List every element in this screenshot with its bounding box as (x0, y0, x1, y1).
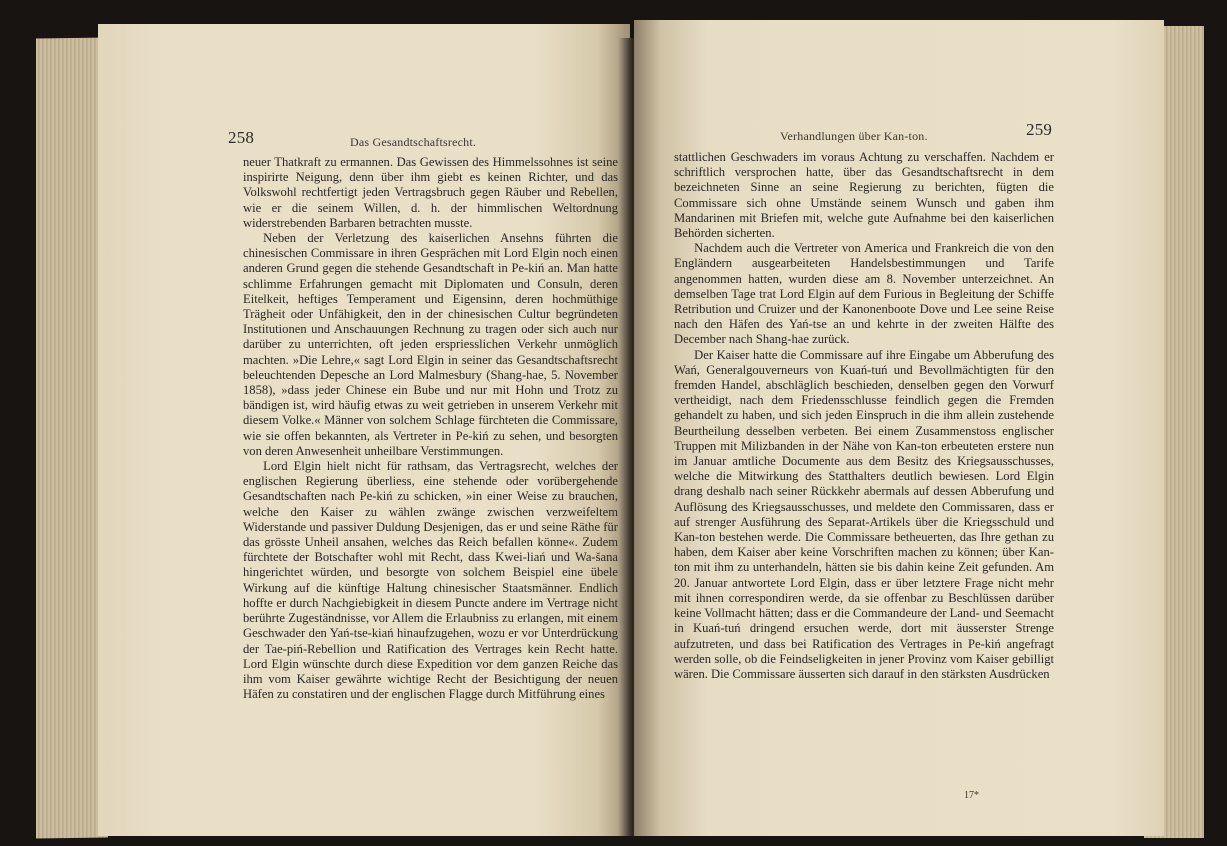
left-running-head: Das Gesandtschaftsrecht. (350, 135, 477, 149)
right-page (634, 20, 1164, 836)
right-paragraph: Der Kaiser hatte die Commissare auf ihre Eingabe um Abberufung des Wań, Generalgouverneurs von Kuań-tuń und Bevollmächtigten für den fremden Handel, abschläglich beschieden, denselben gegen den Vorwurf vertheidigt, nach dem Friedensschlusse feindlich gegen die Fremden gehandelt zu haben, und sich jeden Einspruch in die ihm allein zustehende Beurtheilung desselben verbeten. Bei einem Zusammenstoss englischer Truppen mit Milizbanden in der Nähe von Kan-ton erbeuteten erstere nun im Januar amtliche Documente aus dem Besitz des Kriegsausschusses, welche die Mitwirkung des Statthalters deutlich bewiesen. Lord Elgin drang deshalb nach seiner Rückkehr abermals auf dessen Abberufung und Auflösung des Kriegsausschusses, und meldete den Commissaren, dass er auf strenger Ausführung des Separat-Artikels über die Kriegsschuld und Kan-ton bestehen werde. Die Commissare betheuerten, das Ihre gethan zu haben, dem Kaiser aber keine Vorschriften machen zu können; über Kan-ton mit ihm zu unterhandeln, hätten sie bis dahin keine Zeit gefunden. Am 20. Januar antwortete Lord Elgin, dass er über letztere Frage nicht mehr mit ihnen correspondiren werde, da sie offenbar zu Beschlüssen darüber keine Vollmacht hätten; dass er die Commandeure der Land- und Seemacht in Kuań-tuń dringend ersuchen werde, dort mit äusserster Strenge aufzutreten, und dass bei Ratification des Vertrages in Pe-kiń angefragt werden solle, ob die Feindseligkeiten in jener Provinz vom Kaiser gebilligt wären. Die Commissare äusserten sich darauf in den stärksten Ausdrücken (674, 347, 1054, 681)
right-body-text (674, 150, 1054, 682)
right-running-head: Verhandlungen über Kan-ton. (780, 129, 928, 143)
open-book (14, 14, 1214, 840)
left-paragraph: Lord Elgin hielt nicht für rathsam, das Vertragsrecht, welches der englischen Regierung überliess, eine stehende oder vorübergehende Gesandtschaften nach Pe-kiń zu schicken, »in einer Weise zu brauchen, welche den Kaiser zu wählen zwänge zwischen verzweifeltem Widerstande und passiver Duldung Desjenigen, das er und seine Räthe für das grösste Unheil ansahen, welches das Reich befallen könne«. Zudem fürchtete der Botschafter wohl mit Recht, dass Kwei-liań und Wa-šana hingerichtet würden, und besorgte von solchem Beispiel eine übele Wirkung auf die künftige Haltung chinesischer Staatsmänner. Endlich hoffte er durch Nachgiebigkeit in diesem Puncte andere im Vertrage nicht berührte Zugeständnisse, vor Allem die Erlaubniss zu erlangen, mit einem Geschwader den Yań-tse-kiań hinaufzugehen, wozu er vor Unterdrückung der Tae-piń-Rebellion und Ratification des Vertrages kein Recht hatte. Lord Elgin wünschte durch diese Expedition vor dem ganzen Reiche das ihm vom Kaiser gewährte wichtige Recht der Besichtigung der neuen Häfen zu constatiren und der englischen Flagge durch Mitführung eines (243, 459, 618, 702)
right-paragraph: stattlichen Geschwaders im voraus Achtung zu verschaffen. Nachdem er schriftlich versprochen hatte, über das Gesandtschaftsrecht in dem bezeichneten Sinne an seine Regierung zu berichten, fügten die Commissare sich ohne Umstände seinem Wunsch und gaben ihm Mandarinen mit Briefen mit, welche gute Aufnahme bei den kaiserlichen Behörden sicherten. (674, 150, 1054, 241)
left-page-number: 258 (228, 128, 255, 147)
right-paragraph: Nachdem auch die Vertreter von America und Frankreich die von den Engländern ausgearbeiteten Handelsbestimmungen und Tarife angenommen hatten, wurden diese am 8. November unterzeichnet. An demselben Tage trat Lord Elgin auf dem Furious in Begleitung der Schiffe Retribution und Cruizer und der Kanonenboote Dove und Lee seine Reise nach den Häfen des Yań-tse an und kehrte in der zweiten Hälfte des December nach Shang-hae zurück. (674, 241, 1054, 347)
right-page-number: 259 (1026, 120, 1053, 139)
left-body-text (243, 155, 618, 702)
signature-mark: 17* (964, 790, 979, 801)
left-paragraph: neuer Thatkraft zu ermannen. Das Gewissen des Himmelssohnes ist seine inspirirte Neigung, denn über ihm giebt es keinen Richter, und das Volkswohl rechtfertigt jeden Vertragsbruch gegen Räuber und Rebellen, wie er die seinem Willen, d. h. der himmlischen Weltordnung widerstrebenden Barbaren betrachten musste. (243, 155, 618, 230)
left-paragraph: Neben der Verletzung des kaiserlichen Ansehns führten die chinesischen Commissare in ihren Gesprächen mit Lord Elgin noch einen anderen Grund gegen die stehende Gesandtschaft in Pe-kiń an. Man hatte schlimme Erfahrungen gemacht mit Diplomaten und Consuln, deren Eitelkeit, heftiges Temperament und Eigensinn, deren hochmüthige Trägheit oder Unfähigkeit, den in der chinesischen Cultur begründeten Institutionen und Anschauungen Rechnung zu tragen oder sich auch nur darüber zu unterrichten, oft jeden erspriesslichen Verkehr unmöglich machten. »Die Lehre,« sagt Lord Elgin in seiner das Gesandtschaftsrecht beleuchtenden Depesche an Lord Malmesbury (Shang-hae, 5. November 1858), »dass jeder Chinese ein Bube und nur mit Hohn und Trotz zu bändigen ist, wird häufig etwas zu weit getrieben in unserem Verkehr mit diesem Volke.« Männer von solchem Schlage fürchteten die Commissare, wie sie offen bekannten, als Vertreter in Pe-kiń zu sehen, und besorgten von deren Anwesenheit unheilbare Verstimmungen. (243, 231, 618, 458)
left-page (98, 24, 630, 836)
